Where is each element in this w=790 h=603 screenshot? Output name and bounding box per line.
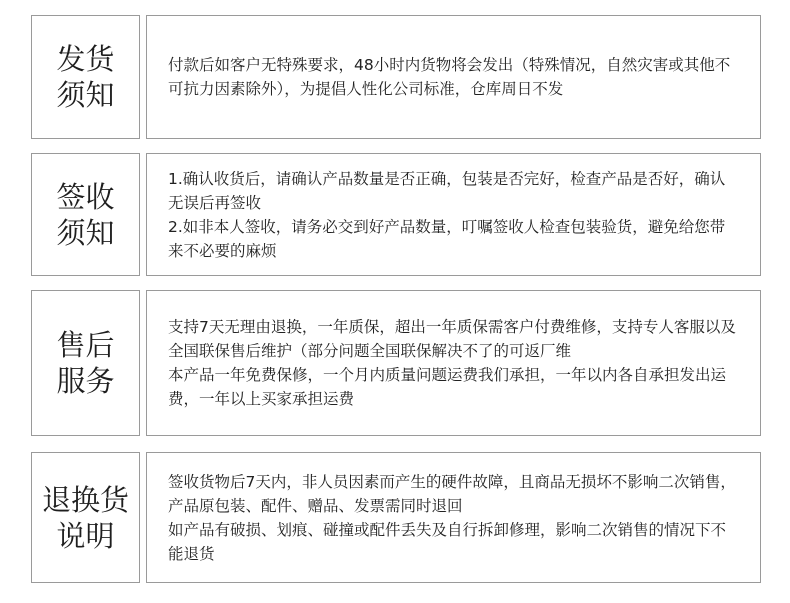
notice-section-after-sales: [0, 290, 790, 436]
body-paragraph: 签收货物后7天内，非人员因素而产生的硬件故障，且商品无损坏不影响二次销售，产品原包装、配件、赠品、发票需同时退回: [168, 472, 736, 515]
section-body-returns: [146, 452, 761, 583]
title-line: 须知: [56, 78, 115, 112]
title-line: 说明: [56, 518, 115, 553]
section-title-returns: [31, 452, 140, 583]
body-paragraph: 支持7天无理由退换，一年质保，超出一年质保需客户付费维修，支持专人客服以及全国联保售后维护（部分问题全国联保解决不了的可返厂维: [168, 318, 736, 360]
title-line: 退换货: [41, 482, 129, 517]
body-paragraph: 付款后如客户无特殊要求，48小时内货物将会发出（特殊情况，自然灾害或其他不可抗力因素除外），为提倡人性化公司标准，仓库周日不发: [168, 56, 731, 98]
section-body-after-sales: [146, 290, 761, 436]
section-title-after-sales: [31, 290, 140, 436]
body-paragraph: 1.确认收货后，请确认产品数量是否正确，包装是否完好，检查产品是否好，确认无误后再签收: [168, 169, 726, 212]
title-line: 签收: [56, 179, 115, 214]
title-line: 服务: [56, 364, 115, 398]
body-paragraph: 如产品有破损、划痕、碰撞或配件丢失及自行拆卸修理，影响二次销售的情况下不能退货: [168, 520, 727, 563]
section-title-receipt: [31, 153, 140, 276]
body-paragraph: 2.如非本人签收，请务必交到好产品数量，叮嘱签收人检查包装验货，避免给您带来不必要的麻烦: [168, 217, 726, 260]
title-line: 发货: [56, 42, 115, 76]
section-body-receipt: [146, 153, 761, 276]
section-body-shipping: [146, 15, 761, 139]
title-line: 售后: [56, 328, 115, 362]
title-line: 须知: [56, 215, 115, 250]
notice-section-shipping: [0, 15, 790, 139]
section-title-shipping: [31, 15, 140, 139]
notice-section-returns: [0, 452, 790, 583]
notice-section-receipt: [0, 153, 790, 276]
body-paragraph: 本产品一年免费保修，一个月内质量问题运费我们承担，一年以内各自承担发出运费，一年以上买家承担运费: [168, 366, 727, 408]
